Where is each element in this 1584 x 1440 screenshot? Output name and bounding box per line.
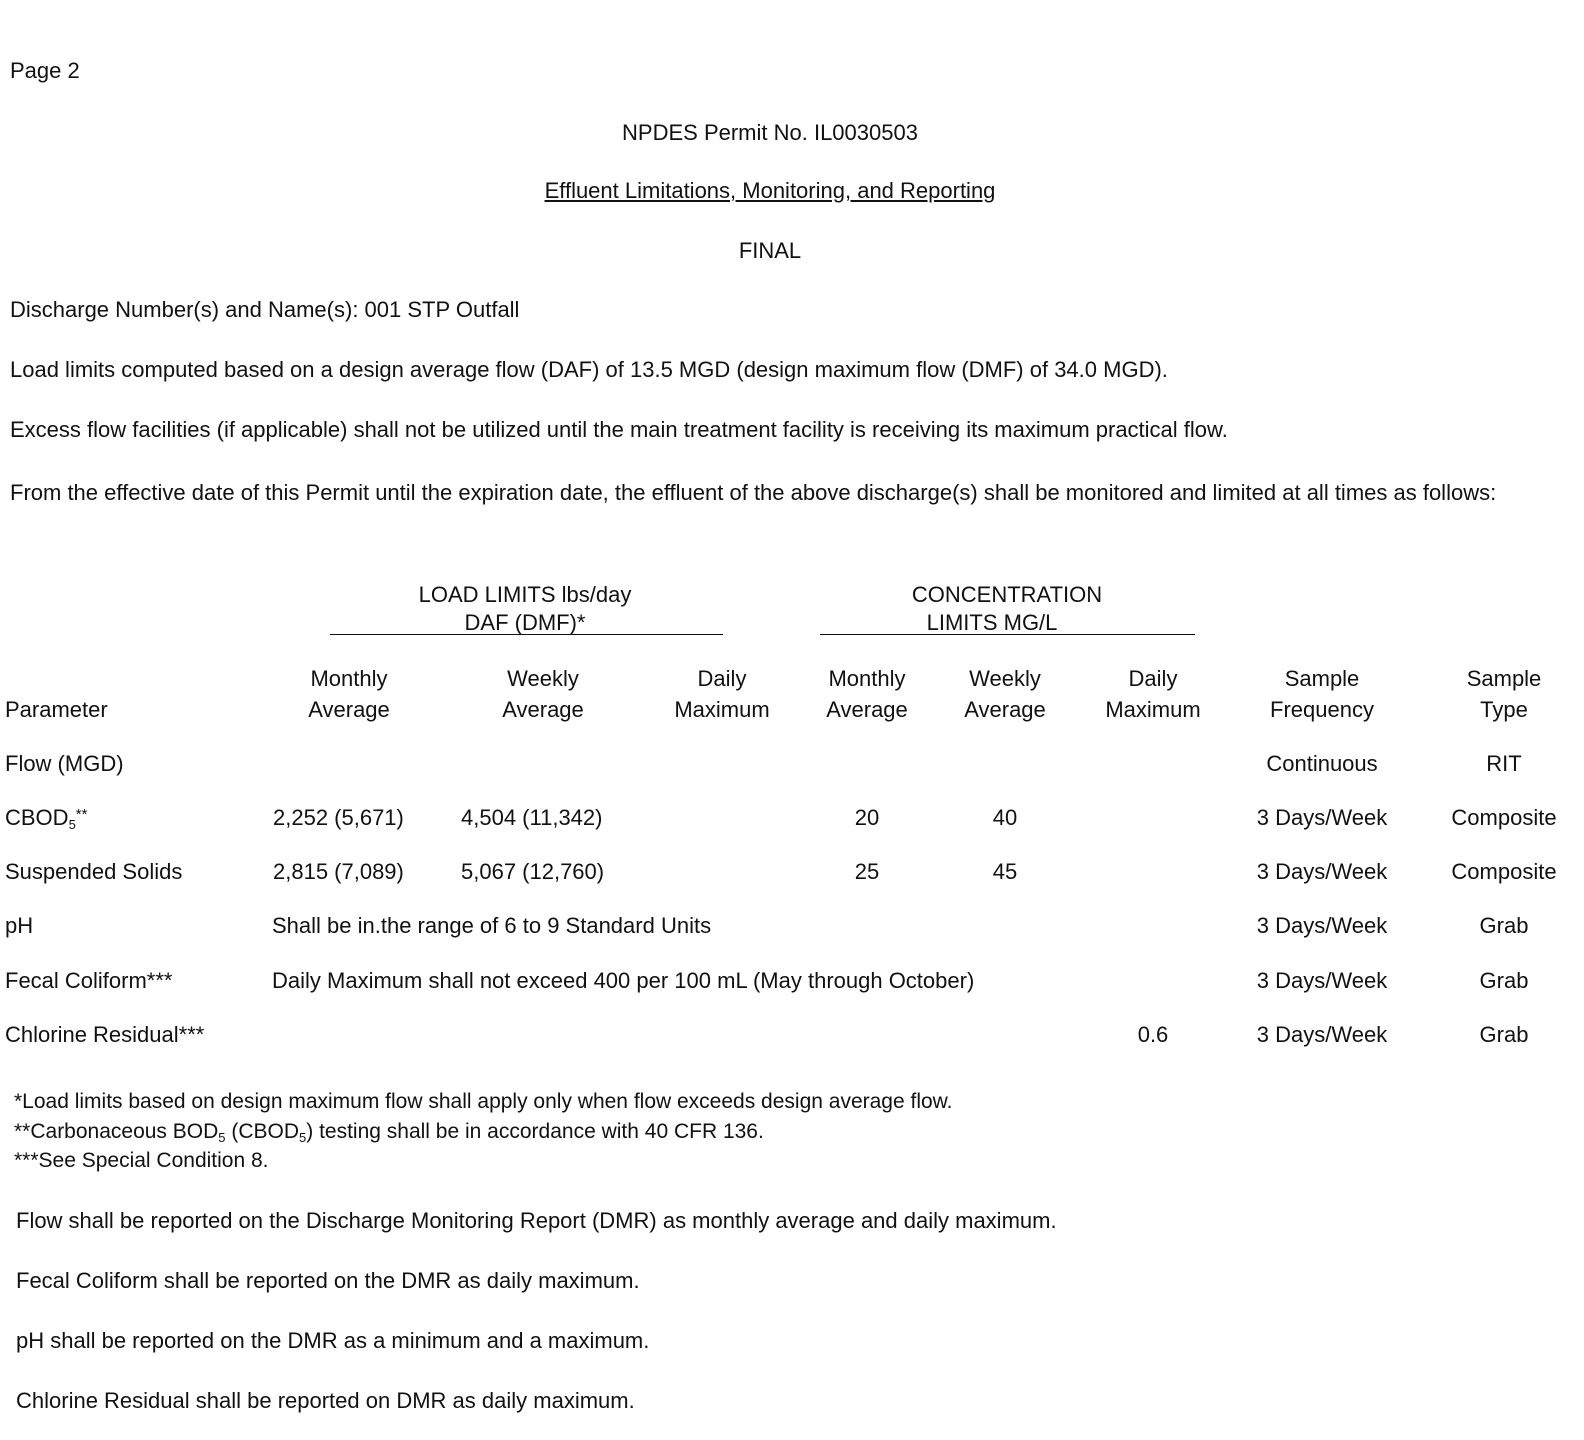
discharge-line: Discharge Number(s) and Name(s): 001 STP Outfall	[10, 297, 520, 322]
param-text: CBOD	[5, 805, 69, 830]
header-sample-frequency-2: Frequency	[1270, 697, 1374, 722]
row-type: RIT	[1486, 751, 1522, 776]
footnote-3: ***See Special Condition 8.	[14, 1149, 269, 1172]
header-conc-monthly-2: Average	[826, 697, 908, 722]
row-type: Composite	[1451, 859, 1557, 884]
report-note-ph: pH shall be reported on the DMR as a minimum and a maximum.	[16, 1328, 650, 1353]
row-param: Chlorine Residual***	[5, 1022, 205, 1047]
group-load-line1: LOAD LIMITS lbs/day	[418, 582, 632, 607]
group-conc-rule	[820, 634, 1195, 635]
header-parameter: Parameter	[5, 697, 108, 722]
row-frequency: 3 Days/Week	[1256, 805, 1388, 830]
header-conc-daily-1: Daily	[1128, 666, 1178, 691]
header-load-weekly-2: Average	[502, 697, 584, 722]
row-type: Grab	[1479, 968, 1529, 993]
row-load-weekly: 5,067 (12,760)	[461, 859, 605, 884]
row-frequency: 3 Days/Week	[1256, 968, 1388, 993]
page-label: Page 2	[10, 58, 80, 83]
load-note: Load limits computed based on a design average flow (DAF) of 13.5 MGD (design maximum flow (DMF) of 34.0 MGD).	[10, 357, 1168, 382]
permit-number: NPDES Permit No. IL0030503	[622, 120, 918, 145]
effective-note: From the effective date of this Permit until the expiration date, the effluent of the above discharge(s) shall be monitored and limited at all times as follows:	[10, 480, 1497, 505]
row-param: Fecal Coliform***	[5, 968, 173, 993]
row-conc-daily: 0.6	[1137, 1022, 1169, 1047]
footnote-2-text-b: (CBOD	[225, 1120, 300, 1143]
row-conc-weekly: 45	[992, 859, 1018, 884]
footnote-2-text-c: ) testing shall be in accordance with 40 CFR 136.	[306, 1120, 764, 1143]
header-load-daily-1: Daily	[697, 666, 747, 691]
group-conc-line1: CONCENTRATION	[911, 582, 1103, 607]
header-load-monthly-2: Average	[308, 697, 390, 722]
header-sample-frequency-1: Sample	[1284, 666, 1360, 691]
row-frequency: 3 Days/Week	[1256, 1022, 1388, 1047]
footnote-2-sub-b: 5	[299, 1130, 307, 1145]
row-load-weekly: 4,504 (11,342)	[461, 805, 603, 830]
footnote-1: *Load limits based on design maximum flow shall apply only when flow exceeds design average flow.	[14, 1090, 953, 1113]
group-load-line2: DAF (DMF)*	[464, 610, 586, 635]
report-note-chlorine: Chlorine Residual shall be reported on DMR as daily maximum.	[16, 1388, 635, 1413]
row-param	[5, 805, 87, 831]
row-load-monthly: 2,815 (7,089)	[273, 859, 404, 884]
header-load-weekly-1: Weekly	[507, 666, 579, 691]
header-sample-type-2: Type	[1480, 697, 1528, 722]
row-frequency: 3 Days/Week	[1256, 913, 1388, 938]
footnote-2	[14, 1120, 764, 1144]
row-type: Grab	[1479, 1022, 1529, 1047]
header-load-monthly-1: Monthly	[310, 666, 388, 691]
row-span-text: Daily Maximum shall not exceed 400 per 100 mL (May through October)	[272, 968, 975, 993]
row-param: Flow (MGD)	[5, 751, 124, 776]
header-conc-weekly-2: Average	[964, 697, 1046, 722]
footnote-2-text-a: **Carbonaceous BOD	[14, 1120, 219, 1143]
group-load-rule	[330, 634, 723, 635]
row-param: Suspended Solids	[5, 859, 183, 884]
header-load-daily-2: Maximum	[674, 697, 770, 722]
row-param: pH	[5, 913, 34, 938]
status-label: FINAL	[738, 238, 802, 263]
row-frequency: 3 Days/Week	[1256, 859, 1388, 884]
group-conc-line2: LIMITS MG/L	[926, 610, 1058, 635]
header-conc-weekly-1: Weekly	[969, 666, 1041, 691]
report-note-flow: Flow shall be reported on the Discharge Monitoring Report (DMR) as monthly average and daily maximum.	[16, 1208, 1057, 1233]
param-superscript: **	[75, 806, 88, 823]
excess-note: Excess flow facilities (if applicable) shall not be utilized until the main treatment facility is receiving its maximum practical flow.	[10, 417, 1228, 442]
header-conc-daily-2: Maximum	[1105, 697, 1201, 722]
report-note-fecal: Fecal Coliform shall be reported on the DMR as daily maximum.	[16, 1268, 640, 1293]
header-sample-type-1: Sample	[1466, 666, 1542, 691]
param-subscript: 5	[68, 817, 76, 832]
row-type: Grab	[1479, 913, 1529, 938]
footnote-2-sub-a: 5	[218, 1130, 226, 1145]
section-title: Effluent Limitations, Monitoring, and Reporting	[544, 178, 996, 203]
row-span-text: Shall be in.the range of 6 to 9 Standard Units	[272, 913, 712, 938]
row-frequency: Continuous	[1266, 751, 1378, 776]
row-load-monthly: 2,252 (5,671)	[273, 805, 404, 830]
row-type: Composite	[1451, 805, 1557, 830]
row-conc-weekly: 40	[992, 805, 1018, 830]
row-conc-monthly: 20	[854, 805, 880, 830]
header-conc-monthly-1: Monthly	[828, 666, 906, 691]
row-conc-monthly: 25	[854, 859, 880, 884]
